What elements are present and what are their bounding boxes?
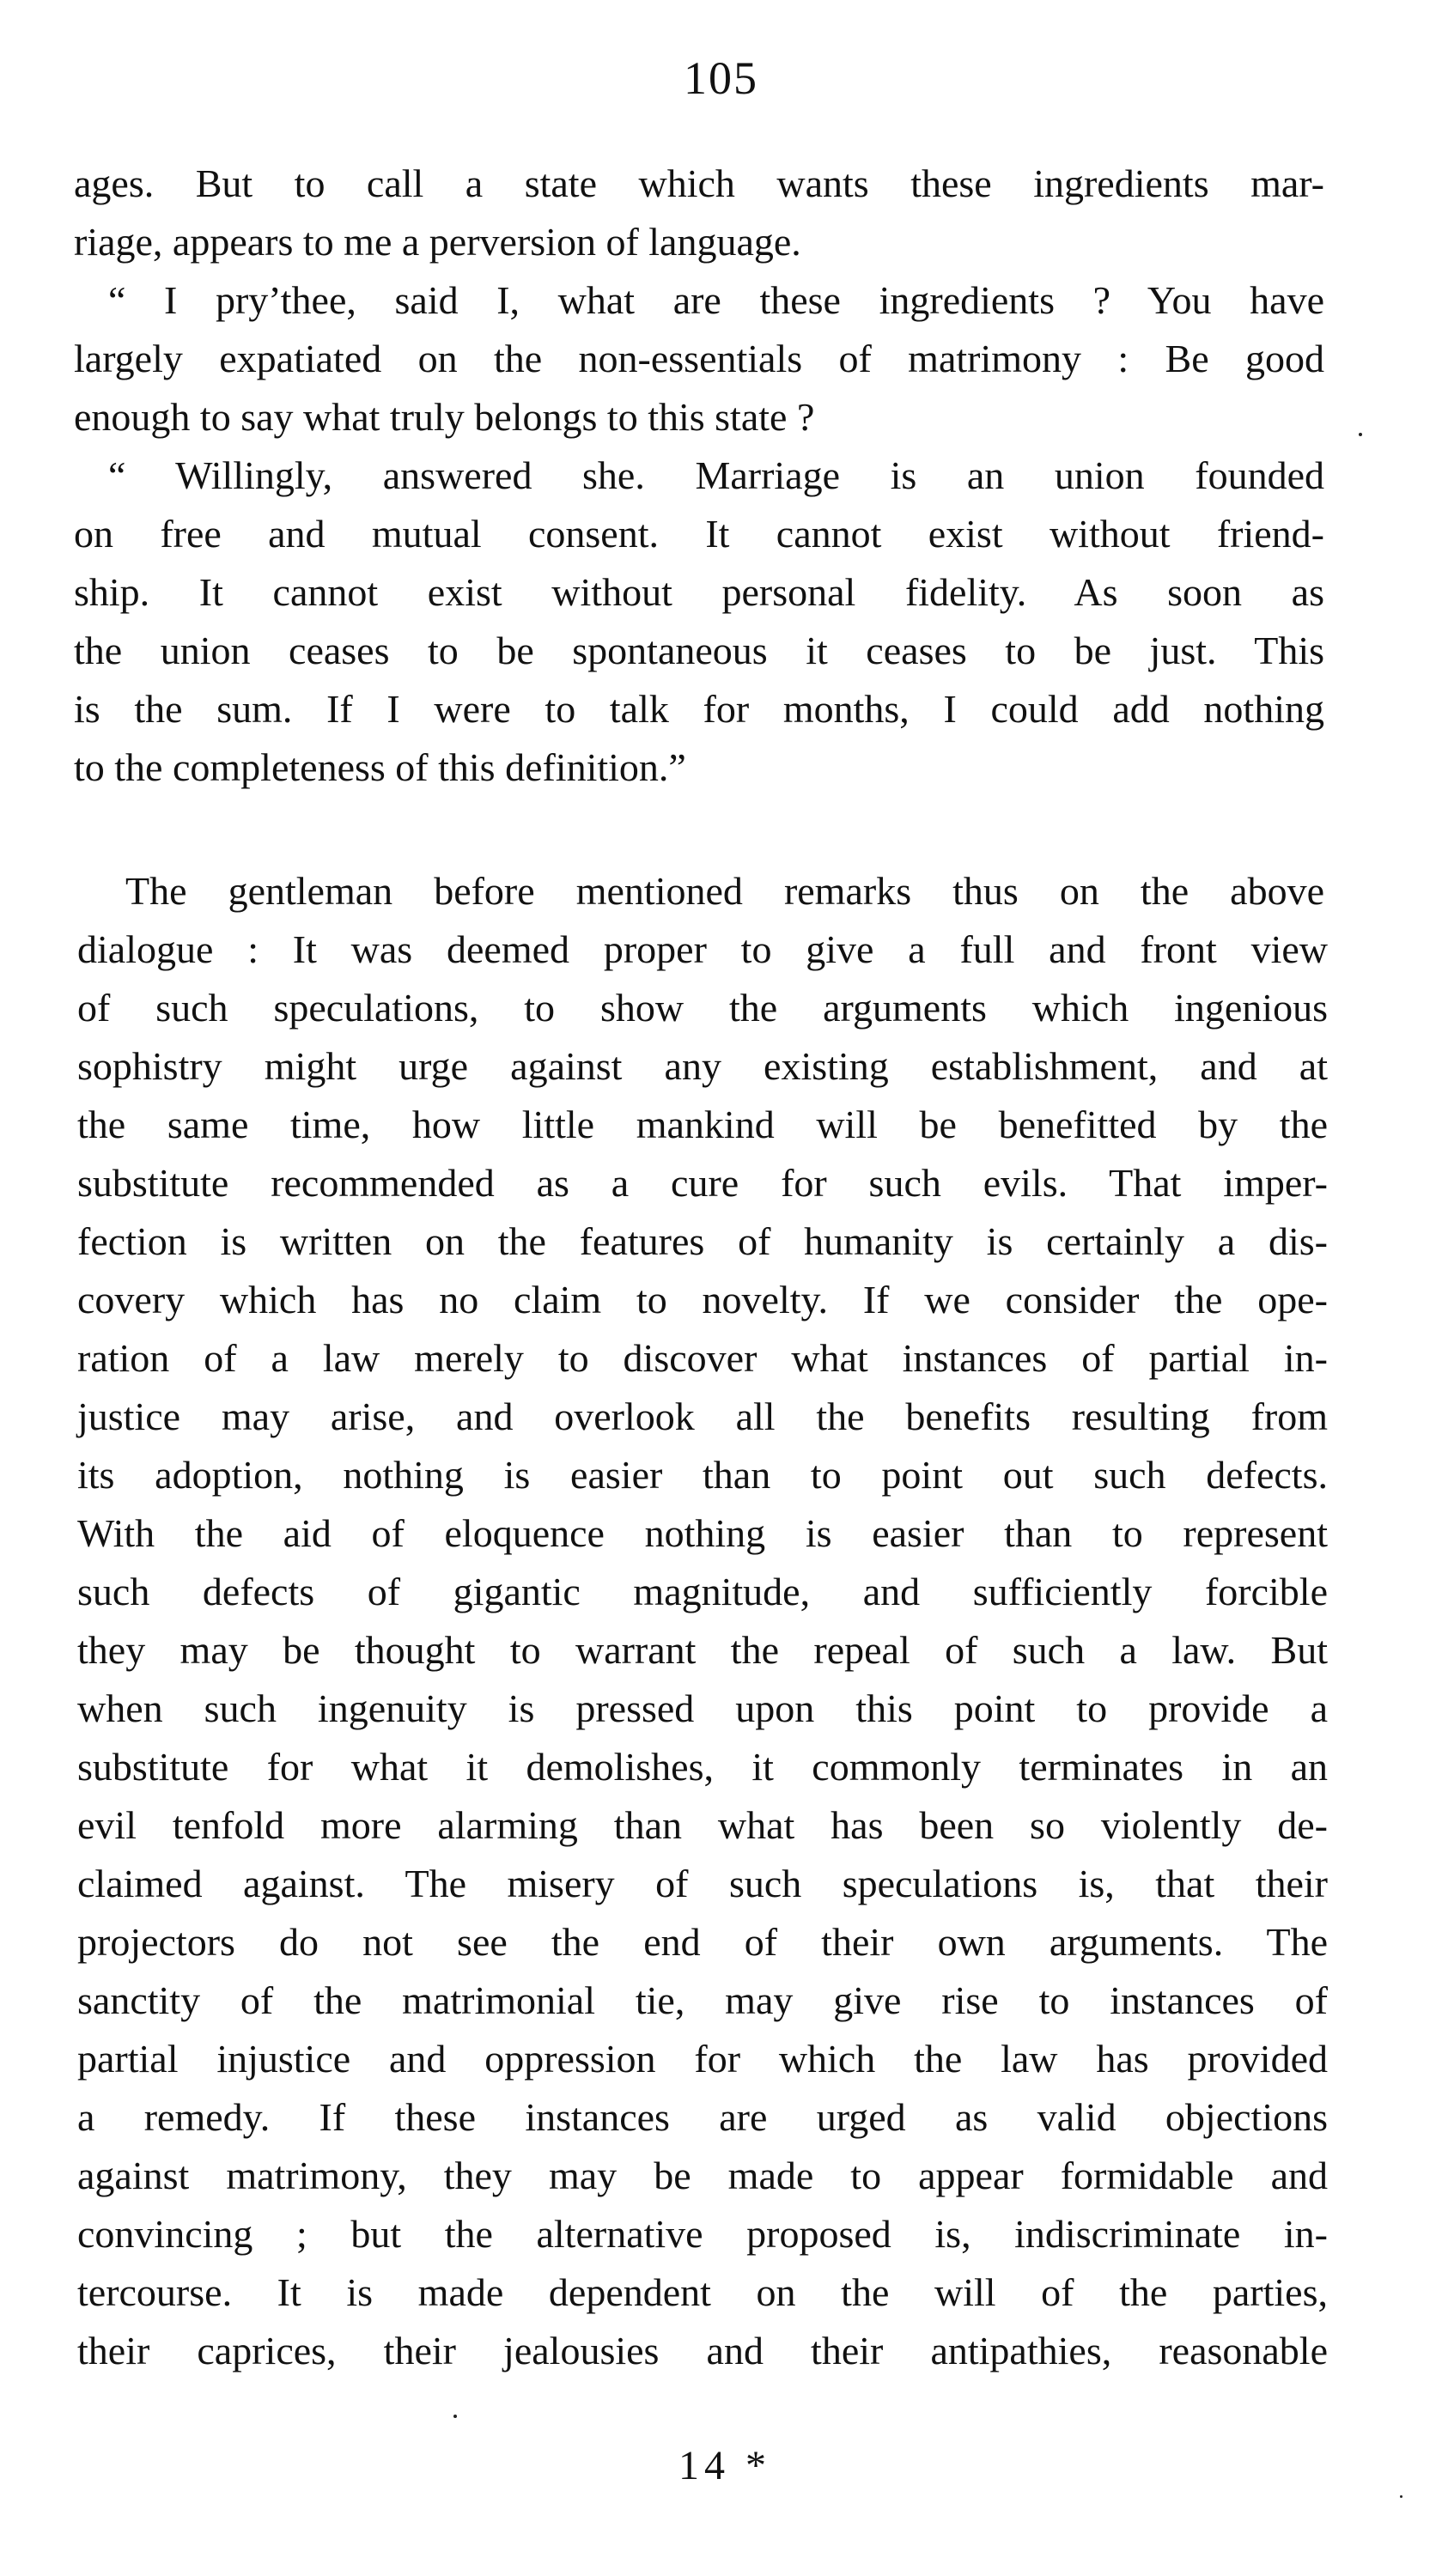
text-line: evil tenfold more alarming than what has been so violently de-: [77, 1803, 1328, 1847]
text-line: justice may arise, and overlook all the benefits resulting from: [77, 1394, 1328, 1438]
text-line: the same time, how little mankind will be benefitted by the: [77, 1103, 1328, 1146]
text-line: when such ingenuity is pressed upon this point to provide a: [77, 1686, 1328, 1730]
signature-mark: 14 *: [678, 2443, 771, 2488]
page-number: 105: [684, 52, 758, 104]
text-line: dialogue : It was deemed proper to give a full and front view: [77, 927, 1328, 971]
text-line: tercourse. It is made dependent on the will of the parties,: [77, 2270, 1328, 2314]
text-line: its adoption, nothing is easier than to point out such defects.: [77, 1453, 1328, 1497]
text-line: convincing ; but the alternative proposed is, indiscriminate in-: [77, 2212, 1328, 2256]
text-line: sophistry might urge against any existing establishment, and at: [77, 1044, 1328, 1088]
text-line: is the sum. If I were to talk for months, I could add nothing: [74, 687, 1324, 731]
text-line: ages. But to call a state which wants these ingredients mar-: [74, 161, 1324, 205]
ink-speck: [1359, 433, 1362, 436]
text-line: enough to say what truly belongs to this state ?: [74, 395, 815, 439]
text-line: against matrimony, they may be made to appear formidable and: [77, 2154, 1328, 2197]
text-line: projectors do not see the end of their own arguments. The: [77, 1920, 1328, 1964]
text-line: covery which has no claim to novelty. If we consider the ope-: [77, 1278, 1328, 1321]
text-line: ship. It cannot exist without personal fidelity. As soon as: [74, 570, 1324, 614]
text-line: a remedy. If these instances are urged as valid objections: [77, 2095, 1328, 2139]
text-line: on free and mutual consent. It cannot exist without friend-: [74, 512, 1324, 556]
text-line: substitute for what it demolishes, it commonly terminates in an: [77, 1745, 1328, 1789]
text-line: substitute recommended as a cure for such evils. That imper-: [77, 1161, 1328, 1205]
text-line: largely expatiated on the non-essentials of matrimony : Be good: [74, 337, 1324, 380]
text-line: “ Willingly, answered she. Marriage is an union founded: [108, 453, 1324, 497]
text-line: their caprices, their jealousies and their antipathies, reasonable: [77, 2329, 1328, 2372]
ink-speck: [453, 2415, 457, 2418]
ink-speck: [1400, 2495, 1402, 2498]
text-line: The gentleman before mentioned remarks thus on the above: [125, 869, 1324, 913]
text-line: they may be thought to warrant the repeal of such a law. But: [77, 1628, 1328, 1672]
text-line: sanctity of the matrimonial tie, may give rise to instances of: [77, 1978, 1328, 2022]
text-line: to the completeness of this definition.”: [74, 745, 686, 789]
text-line: of such speculations, to show the arguments which ingenious: [77, 986, 1328, 1030]
text-line: partial injustice and oppression for which the law has provided: [77, 2037, 1328, 2081]
text-line: With the aid of eloquence nothing is easier than to represent: [77, 1511, 1328, 1555]
text-line: ration of a law merely to discover what instances of partial in-: [77, 1336, 1328, 1380]
text-line: such defects of gigantic magnitude, and sufficiently forcible: [77, 1570, 1328, 1613]
text-line: riage, appears to me a perversion of language.: [74, 220, 801, 264]
text-line: fection is written on the features of humanity is certainly a dis-: [77, 1219, 1328, 1263]
text-line: “ I pry’thee, said I, what are these ingredients ? You have: [108, 278, 1324, 322]
text-line: claimed against. The misery of such speculations is, that their: [77, 1862, 1328, 1905]
text-line: the union ceases to be spontaneous it ceases to be just. This: [74, 629, 1324, 672]
